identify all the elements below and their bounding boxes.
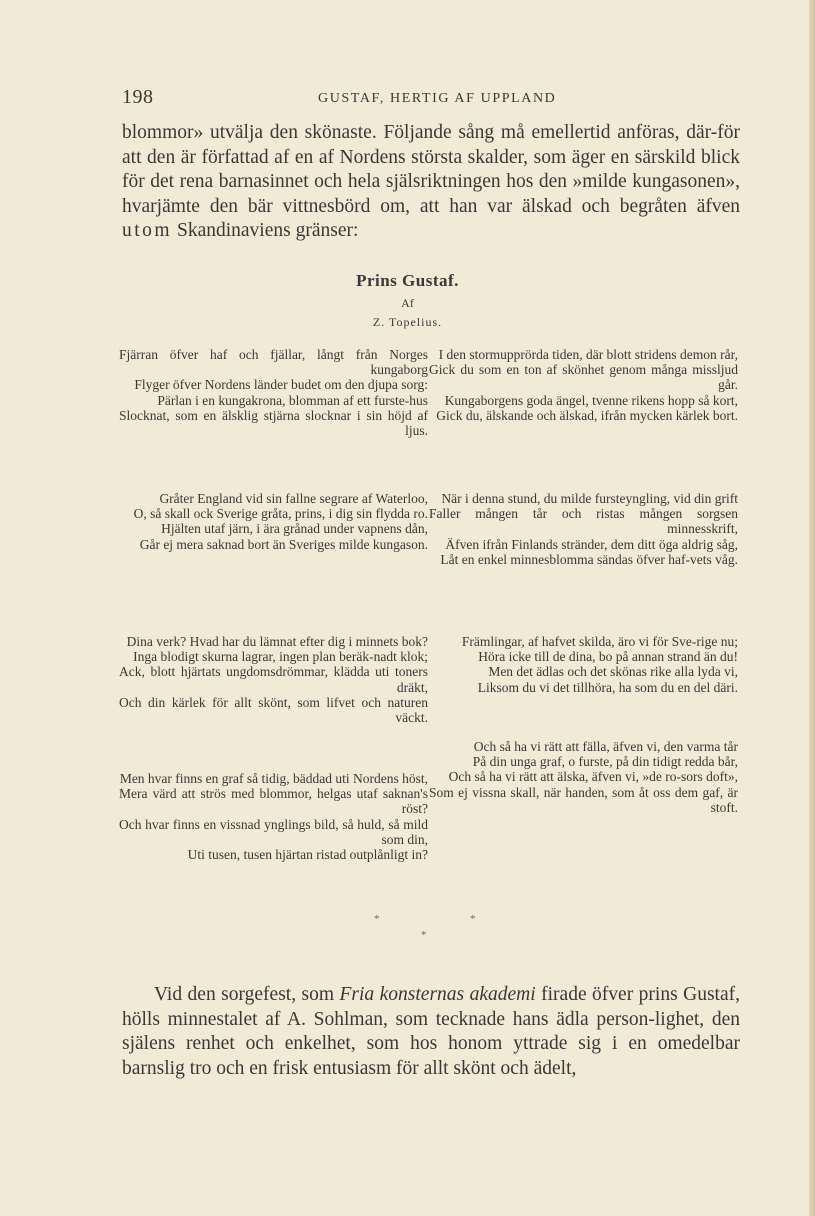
verse: Och så ha vi rätt att älska, äfven vi, »de ro-sors doft»,: [448, 769, 738, 785]
outro-text-2: firade öfver prins Gustaf, hölls minnestalet af A. Sohlman, som tecknade hans ädla person-lighet, den själens renhet och enkelhet, som hos honom yttrade sig i en omedelbar barnslig tro och en frisk entusiasm för allt skönt och ädelt,: [122, 984, 740, 1079]
stanza-left-2: [119, 491, 428, 552]
verse: Slocknat, som en älsklig stjärna slocknar i sin höjd af ljus.: [119, 407, 428, 439]
verse: Höra icke till de dina, bo på annan strand än du!: [478, 649, 738, 665]
verse: I den stormupprörda tiden, där blott stridens demon rår,: [438, 347, 738, 362]
verse: Liksom du vi det tillhöra, ha som du en del däri.: [477, 679, 738, 695]
verse: Och din kärlek för allt skönt, som lifvet och naturen väckt.: [119, 694, 428, 726]
verse: När i denna stund, du milde fursteyngling, vid din grift: [441, 491, 738, 506]
intro-paragraph: [122, 121, 740, 244]
poem-author: Z. Topelius.: [372, 315, 443, 329]
running-head: GUSTAF, HERTIG AF UPPLAND: [318, 91, 557, 106]
intro-text-1: blommor» utvälja den skönaste. Följande sång må emellertid anföras, där-för att den är författad af en af Nordens största skalder, som äger en särskild blick för det rena barnasinnet och hela själsriktningen hos den »milde kungasonen», hvarjämte den bär vittnesbörd om, att han var älskad och begråten äfven: [122, 122, 740, 217]
stanza-right-4: [429, 739, 738, 815]
stanza-left-1: [119, 347, 428, 438]
verse: Låt en enkel minnesblomma sändas öfver haf-vets våg.: [440, 551, 738, 567]
page-number: 198: [122, 86, 154, 108]
separator-star: *: [374, 913, 380, 925]
verse: Äfven ifrån Finlands stränder, dem ditt öga aldrig såg,: [445, 536, 738, 552]
verse: O, så skall ock Sverige gråta, prins, i dig sin flydda ro.: [133, 506, 428, 522]
verse: Gick du, älskande och älskad, ifrån mycken kärlek bort.: [436, 407, 738, 423]
separator-star: *: [421, 929, 427, 941]
verse: På din unga graf, o furste, på din tidigt redda bår,: [472, 754, 738, 770]
verse: Fjärran öfver haf och fjällar, långt från Norges kungaborg: [119, 347, 428, 378]
verse: Men det ädlas och det skönas rike alla lyda vi,: [488, 664, 738, 680]
verse: Uti tusen, tusen hjärtan ristad outplånligt in?: [187, 847, 428, 863]
stanza-left-3: [119, 634, 428, 725]
verse: Går ej mera saknad bort än Sveriges milde kungason.: [139, 536, 428, 552]
stanza-left-4: [119, 771, 428, 862]
verse: Ack, blott hjärtats ungdomsdrömmar, klädda uti toners dräkt,: [119, 664, 428, 695]
separator-star: *: [470, 913, 476, 925]
stanza-right-1: [429, 347, 738, 423]
outro-paragraph: [122, 983, 740, 1081]
verse: Och så ha vi rätt att fälla, äfven vi, den varma tår: [473, 739, 738, 754]
verse: Pärlan i en kungakrona, blomman af ett furste-hus: [157, 392, 428, 408]
intro-text-2: Skandinaviens gränser:: [172, 220, 359, 241]
verse: Inga blodigt skurna lagrar, ingen plan beräk-nadt klok;: [133, 649, 428, 665]
verse: Gick du som en ton af skönhet genom många missljud går.: [429, 362, 738, 393]
verse: Hjälten utaf järn, i ära grånad under vapnens dån,: [161, 521, 428, 537]
poem-title: Prins Gustaf.: [356, 271, 459, 290]
page-edge-shadow: [809, 0, 815, 1216]
verse: Som ej vissna skall, när handen, som åt oss dem gaf, är stoft.: [429, 784, 738, 815]
verse: Men hvar finns en graf så tidig, bäddad uti Nordens höst,: [119, 771, 428, 786]
verse: Faller mången tår och ristas mången sorgsen minnesskrift,: [429, 506, 738, 537]
stanza-right-3: [429, 634, 738, 695]
verse: Främlingar, af hafvet skilda, äro vi för Sve-rige nu;: [461, 634, 738, 649]
outro-italic-name: Fria konsternas akademi: [339, 984, 536, 1005]
verse: Mera värd att strös med blommor, helgas utaf saknan's röst?: [119, 786, 428, 817]
outro-text-1: Vid den sorgefest, som: [154, 984, 340, 1005]
verse: Och hvar finns en vissnad ynglings bild, så huld, så mild som din,: [119, 816, 428, 847]
verse: Dina verk? Hvad har du lämnat efter dig i minnets bok?: [126, 634, 428, 649]
poem-byline-af: Af: [401, 296, 414, 310]
stanza-right-2: [429, 491, 738, 567]
intro-spaced-word: utom: [122, 220, 173, 241]
verse: Gråter England vid sin fallne segrare af Waterloo,: [159, 491, 428, 506]
verse: Flyger öfver Nordens länder budet om den djupa sorg:: [134, 377, 428, 393]
page-header: [122, 86, 742, 110]
verse: Kungaborgens goda ängel, tvenne rikens hopp så kort,: [444, 392, 738, 408]
